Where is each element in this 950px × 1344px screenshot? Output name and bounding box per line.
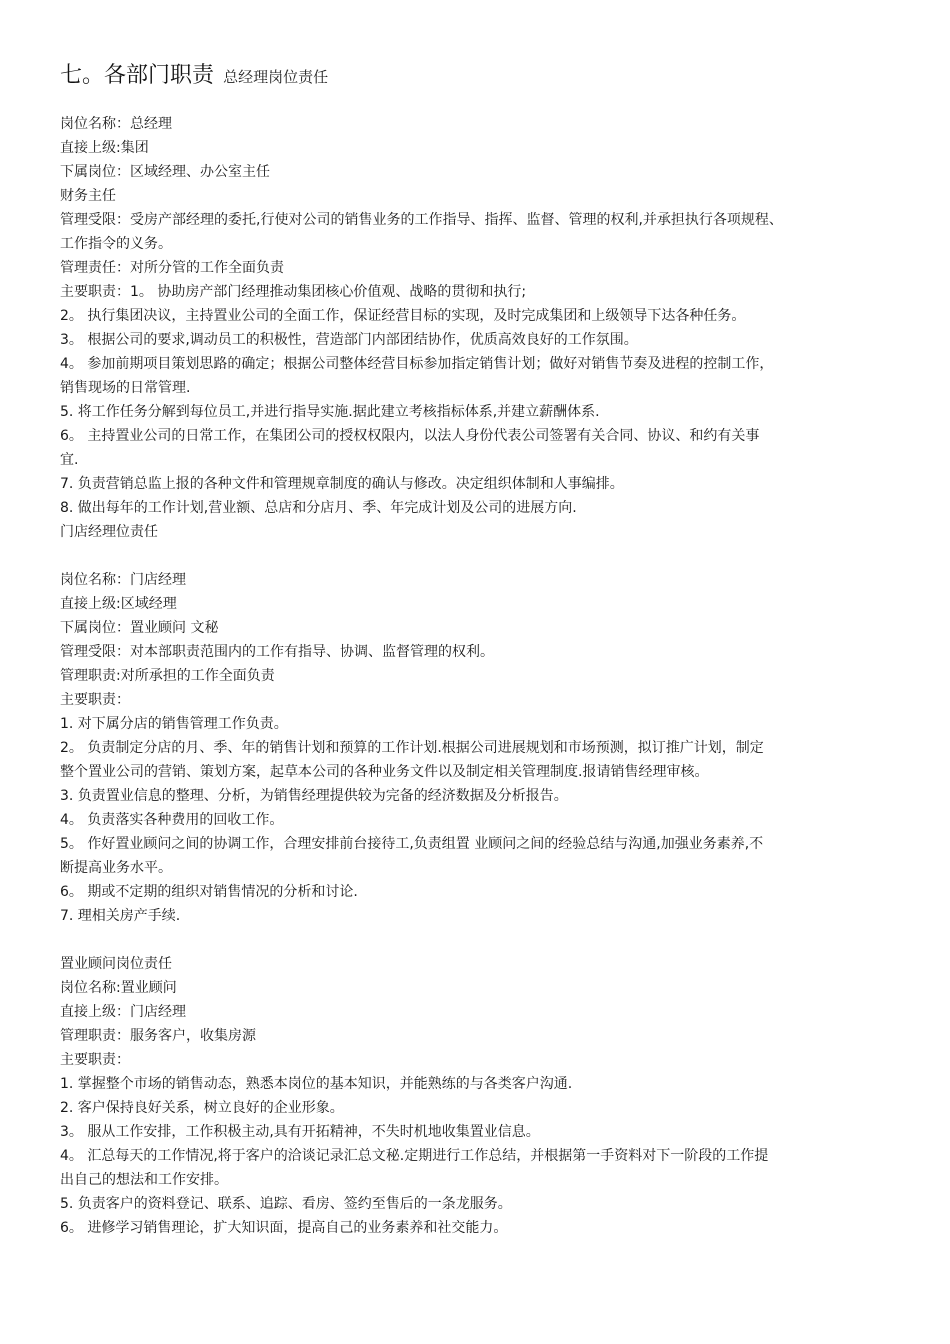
text-line: 2。 负责制定分店的月、季、年的销售计划和预算的工作计划.根据公司进展规划和市场预测，拟订推广计划，制定 xyxy=(60,740,764,756)
text-line: 财务主任 xyxy=(60,188,116,204)
text-line: 出自己的想法和工作安排。 xyxy=(60,1172,228,1188)
text-line: 主要职责： xyxy=(60,1052,130,1068)
text-line: 6。 主持置业公司的日常工作，在集团公司的授权权限内，以法人身份代表公司签署有关合同、协议、和约有关事 xyxy=(60,428,760,444)
text-line: 置业顾问岗位责任 xyxy=(60,956,172,972)
text-line: 主要职责：1。 协助房产部门经理推动集团核心价值观、战略的贯彻和执行; xyxy=(60,284,527,300)
text-line: 7. 负责营销总监上报的各种文件和管理规章制度的确认与修改。决定组织体制和人事编排。 xyxy=(60,476,624,492)
document-body xyxy=(60,112,916,1240)
text-line: 4。 汇总每天的工作情况,将于客户的洽谈记录汇总文秘.定期进行工作总结，并根据第一手资料对下一阶段的工作提 xyxy=(60,1148,769,1164)
page-title: 七。各部门职责 xyxy=(60,63,215,88)
text-line: 管理受限：对本部职责范围内的工作有指导、协调、监督管理的权利。 xyxy=(60,644,494,660)
text-line: 2. 客户保持良好关系，树立良好的企业形象。 xyxy=(60,1100,344,1116)
text-line: 下属岗位：区域经理、办公室主任 xyxy=(60,164,270,180)
text-line: 3。 根据公司的要求,调动员工的积极性，营造部门内部团结协作，优质高效良好的工作氛围。 xyxy=(60,332,638,348)
text-line: 整个置业公司的营销、策划方案，起草本公司的各种业务文件以及制定相关管理制度.报请销售经理审核。 xyxy=(60,764,709,780)
text-line: 5. 将工作任务分解到每位员工,并进行指导实施.据此建立考核指标体系,并建立薪酬体系. xyxy=(60,404,600,420)
blank-line xyxy=(60,544,916,568)
text-line: 3. 负责置业信息的整理、分析，为销售经理提供较为完备的经济数据及分析报告。 xyxy=(60,788,568,804)
text-line: 岗位名称：总经理 xyxy=(60,116,172,132)
text-line: 工作指令的义务。 xyxy=(60,236,172,252)
text-line: 5。 作好置业顾问之间的协调工作，合理安排前台接待工,负责组置 业顾问之间的经验总结与沟通,加强业务素养,不 xyxy=(60,836,764,852)
text-line: 直接上级:集团 xyxy=(60,140,149,156)
heading xyxy=(60,58,916,98)
text-line: 管理受限：受房产部经理的委托,行使对公司的销售业务的工作指导、指挥、监督、管理的权利,并承担执行各项规程、 xyxy=(60,212,783,228)
text-line: 4。 参加前期项目策划思路的确定；根据公司整体经营目标参加指定销售计划；做好对销售节奏及进程的控制工作， xyxy=(60,356,774,372)
text-line: 6。 期或不定期的组织对销售情况的分析和讨论. xyxy=(60,884,358,900)
text-line: 主要职责： xyxy=(60,692,130,708)
text-line: 1. 掌握整个市场的销售动态，熟悉本岗位的基本知识，并能熟练的与各类客户沟通. xyxy=(60,1076,573,1092)
blank-line xyxy=(60,928,916,952)
text-line: 3。 服从工作安排，工作积极主动,具有开拓精神，不失时机地收集置业信息。 xyxy=(60,1124,540,1140)
text-line: 7. 理相关房产手续. xyxy=(60,908,181,924)
text-line: 门店经理位责任 xyxy=(60,524,158,540)
text-line: 管理责任：对所分管的工作全面负责 xyxy=(60,260,284,276)
document-page xyxy=(60,58,916,1240)
text-line: 8. 做出每年的工作计划,营业额、总店和分店月、季、年完成计划及公司的进展方向. xyxy=(60,500,577,516)
text-line: 岗位名称:置业顾问 xyxy=(60,980,177,996)
text-line: 销售现场的日常管理. xyxy=(60,380,191,396)
text-line: 下属岗位：置业顾问 文秘 xyxy=(60,620,219,636)
text-line: 5. 负责客户的资料登记、联系、追踪、看房、签约至售后的一条龙服务。 xyxy=(60,1196,512,1212)
text-line: 宜. xyxy=(60,452,79,468)
text-line: 6。 进修学习销售理论，扩大知识面，提高自己的业务素养和社交能力。 xyxy=(60,1220,508,1236)
text-line: 4。 负责落实各种费用的回收工作。 xyxy=(60,812,284,828)
text-line: 管理职责:对所承担的工作全面负责 xyxy=(60,668,275,684)
text-line: 1. 对下属分店的销售管理工作负责。 xyxy=(60,716,288,732)
page-subtitle: 总经理岗位责任 xyxy=(223,68,329,86)
text-line: 直接上级:区域经理 xyxy=(60,596,177,612)
text-line: 直接上级：门店经理 xyxy=(60,1004,186,1020)
text-line: 岗位名称：门店经理 xyxy=(60,572,186,588)
text-line: 断提高业务水平。 xyxy=(60,860,172,876)
text-line: 2。 执行集团决议，主持置业公司的全面工作，保证经营目标的实现，及时完成集团和上级领导下达各种任务。 xyxy=(60,308,746,324)
text-line: 管理职责：服务客户，收集房源 xyxy=(60,1028,256,1044)
